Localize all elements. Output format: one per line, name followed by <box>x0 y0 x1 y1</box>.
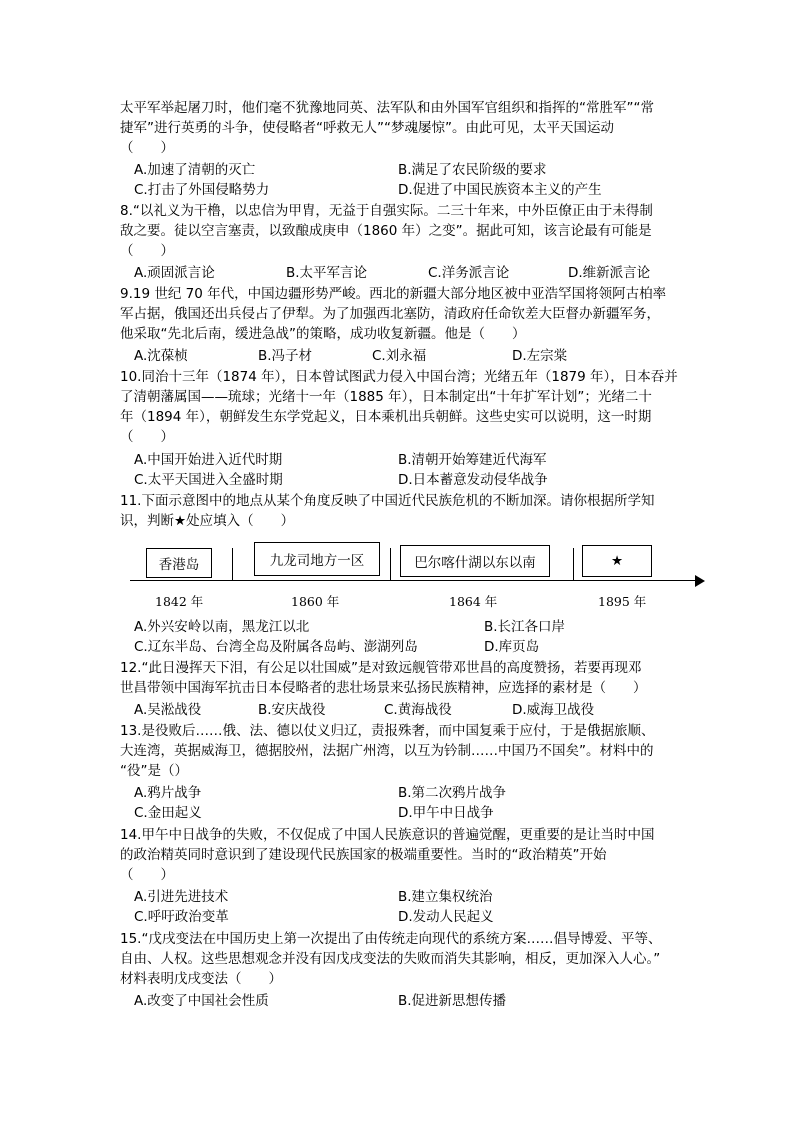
q12-option-a: A.吴淞战役 <box>134 702 202 718</box>
timeline-tick <box>573 548 574 580</box>
q13-option-a: A.鸦片战争 <box>134 785 202 801</box>
timeline-box-hong-kong: 香港岛 <box>146 548 212 578</box>
q15-option-a: A.改变了中国社会性质 <box>134 993 269 1009</box>
timeline-tick <box>232 548 233 580</box>
q13-stem-line-1: 13.是役败后……俄、法、德以仗义归辽，责报殊奢，而中国复乘于应付，于是俄据旅顺、 <box>120 723 655 739</box>
q10-stem-line-4: （ ） <box>120 429 174 445</box>
q12-option-c: C.黄海战役 <box>384 702 452 718</box>
q8-stem-line-1: 8.“以礼义为干橹，以忠信为甲胄，无益于自强实际。二三十年来，中外臣僚正由于未得制 <box>120 203 653 219</box>
timeline-year-1864: 1864 年 <box>449 594 498 609</box>
q11-option-a: A.外兴安岭以南，黑龙江以北 <box>134 619 310 635</box>
q15-stem-line-3: 材料表明戊戌变法（ ） <box>120 971 282 987</box>
timeline-box-balkhash: 巴尔喀什湖以东以南 <box>400 545 550 577</box>
q13-option-c: C.金田起义 <box>134 805 202 821</box>
q7-stem-line-2: 捷军”进行英勇的斗争，使侵略者“呼救无人”“梦魂屡惊”。由此可见，太平天国运动 <box>120 120 614 136</box>
q11-stem-line-2: 识，判断★处应填入（ ） <box>120 513 295 529</box>
q11-option-d: D.库页岛 <box>484 639 540 655</box>
q8-option-b: B.太平军言论 <box>286 265 368 281</box>
q13-stem-line-3: “役”是（） <box>120 763 188 779</box>
timeline-year-1860: 1860 年 <box>291 594 340 609</box>
q12-option-b: B.安庆战役 <box>258 702 326 718</box>
q7-option-b: B.满足了农民阶级的要求 <box>398 162 547 178</box>
q9-stem-line-3: 他采取“先北后南，缓进急战”的策略，成功收复新疆。他是（ ） <box>120 326 526 342</box>
q14-option-a: A.引进先进技术 <box>134 889 229 905</box>
q12-stem-line-1: 12.“此日漫挥天下泪，有公足以壮国威”是对致远舰管带邓世昌的高度赞扬，若要再现邓 <box>120 660 642 676</box>
q10-option-c: C.太平天国进入全盛时期 <box>134 472 283 488</box>
q14-option-d: D.发动人民起义 <box>398 909 494 925</box>
q15-stem-line-2: 自由、人权。这些思想观念并没有因戊戌变法的失败而消失其影响，相反，更加深入人心。” <box>120 951 661 967</box>
q10-stem-line-1: 10.同治十三年（1874 年），日本曾试图武力侵入中国台湾；光绪五年（1879 年），日本吞并 <box>120 369 678 385</box>
q10-stem-line-3: 年（1894 年），朝鲜发生东学党起义，日本乘机出兵朝鲜。这些史实可以说明，这一时期 <box>120 409 652 425</box>
timeline-axis <box>130 580 700 581</box>
q15-option-b: B.促进新思想传播 <box>398 993 507 1009</box>
timeline-year-1842: 1842 年 <box>155 594 204 609</box>
q8-option-d: D.维新派言论 <box>568 265 651 281</box>
q11-stem-line-1: 11.下面示意图中的地点从某个角度反映了中国近代民族危机的不断加深。请你根据所学知 <box>120 493 655 509</box>
q14-stem-line-1: 14.甲午中日战争的失败，不仅促成了中国人民族意识的普遍觉醒，更重要的是让当时中国 <box>120 827 655 843</box>
q7-option-a: A.加速了清朝的灭亡 <box>134 162 256 178</box>
q8-option-c: C.洋务派言论 <box>428 265 510 281</box>
q10-stem-line-2: 了清朝藩属国——琉球；光绪十一年（1885 年），日本制定出“十年扩军计划”；光绪二十 <box>120 389 652 405</box>
q14-stem-line-2: 的政治精英同时意识到了建设现代民族国家的极端重要性。当时的“政治精英”开始 <box>120 847 607 863</box>
q7-stem-line-1: 太平军举起屠刀时，他们毫不犹豫地同英、法军队和由外国军官组织和指挥的“常胜军”“常 <box>120 100 654 116</box>
q9-stem-line-1: 9.19 世纪 70 年代，中国边疆形势严峻。西北的新疆大部分地区被中亚浩罕国将领阿古柏率 <box>120 286 667 302</box>
q14-option-b: B.建立集权统治 <box>398 889 493 905</box>
q14-option-c: C.呼吁政治变革 <box>134 909 229 925</box>
q14-stem-line-3: （ ） <box>120 867 174 883</box>
timeline-box-kowloon: 九龙司地方一区 <box>254 542 380 576</box>
q11-timeline-diagram <box>120 540 720 620</box>
q10-option-a: A.中国开始进入近代时期 <box>134 452 283 468</box>
q8-option-a: A.顽固派言论 <box>134 265 215 281</box>
q8-stem-line-3: （ ） <box>120 243 174 259</box>
timeline-year-1895: 1895 年 <box>598 594 647 609</box>
q9-option-b: B.冯子材 <box>258 348 313 364</box>
q12-option-d: D.威海卫战役 <box>512 702 595 718</box>
q9-option-d: D.左宗棠 <box>512 348 568 364</box>
q9-stem-line-2: 军占据，俄国还出兵侵占了伊犁。为了加强西北塞防，清政府任命钦差大臣督办新疆军务， <box>120 306 660 322</box>
q7-option-d: D.促进了中国民族资本主义的产生 <box>398 182 602 198</box>
q9-option-c: C.刘永福 <box>372 348 427 364</box>
q15-stem-line-1: 15.“戊戌变法在中国历史上第一次提出了由传统走向现代的系统方案……倡导博爱、平等、 <box>120 931 662 947</box>
q13-option-b: B.第二次鸦片战争 <box>398 785 507 801</box>
q11-option-b: B.长江各口岸 <box>484 619 566 635</box>
q13-stem-line-2: 大连湾，英据威海卫，德据胶州，法据广州湾，以互为钤制……中国乃不国矣”。材料中的 <box>120 743 654 759</box>
timeline-box-star: ★ <box>582 545 652 577</box>
q7-stem-line-3: （ ） <box>120 140 174 156</box>
timeline-tick <box>390 548 391 580</box>
q10-option-b: B.清朝开始筹建近代海军 <box>398 452 547 468</box>
q9-option-a: A.沈葆桢 <box>134 348 188 364</box>
timeline-arrow-icon <box>695 575 705 587</box>
q8-stem-line-2: 敌之要。徒以空言塞责，以致酿成庚申（1860 年）之变”。据此可知，该言论最有可能是 <box>120 223 652 239</box>
q13-option-d: D.甲午中日战争 <box>398 805 494 821</box>
q7-option-c: C.打击了外国侵略势力 <box>134 182 270 198</box>
q11-option-c: C.辽东半岛、台湾全岛及附属各岛屿、澎湖列岛 <box>134 639 418 655</box>
q10-option-d: D.日本蓄意发动侵华战争 <box>398 472 548 488</box>
q12-stem-line-2: 世昌带领中国海军抗击日本侵略者的悲壮场景来弘扬民族精神，应选择的素材是（ ） <box>120 680 647 696</box>
